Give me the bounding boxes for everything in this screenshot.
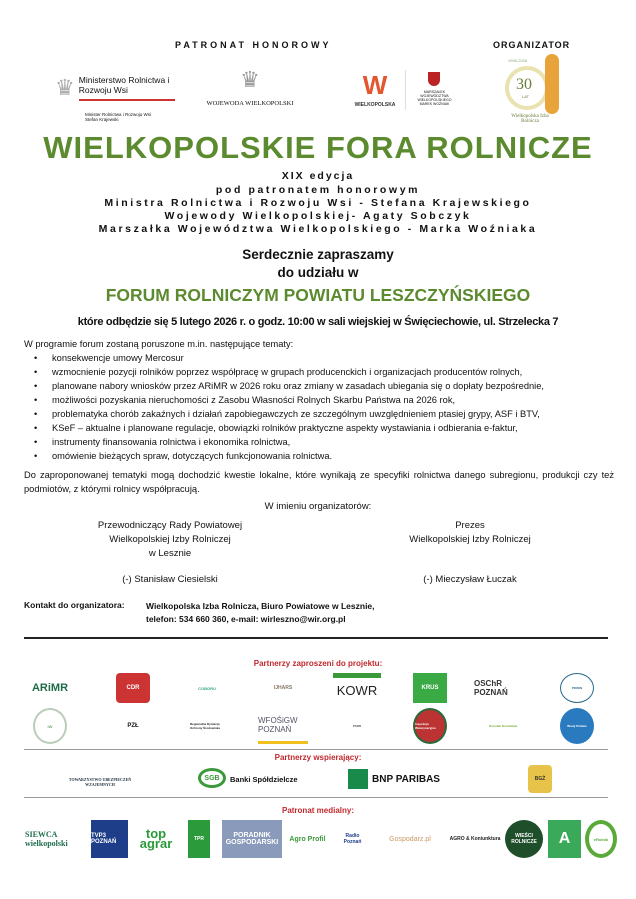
role: Wielkopolskiej Izby Rolniczej xyxy=(409,534,531,545)
signatory-name: (-) Stanisław Ciesielski xyxy=(122,574,218,585)
partner-logo: OSChR POZNAŃ xyxy=(474,679,508,697)
partner-logo: SGB xyxy=(198,768,226,788)
edition: XIX edycja xyxy=(281,170,355,182)
partner-logo: BNP PARIBAS xyxy=(372,773,440,785)
partner-logo: WIEŚCI ROLNICZE xyxy=(505,820,543,858)
wielkopolska-w-icon: W xyxy=(362,69,388,100)
subtitle-line: Ministra Rolnictwa i Rozwoju Wsi - Stefana Krajewskiego xyxy=(104,197,532,209)
media-heading: Patronat medialny: xyxy=(281,806,354,815)
role: Przewodniczący Rady Powiatowej xyxy=(97,520,243,531)
page-title: WIELKOPOLSKIE FORA ROLNICZE xyxy=(43,130,593,165)
partner-logo: Ośrodek Doradztwa xyxy=(488,724,518,728)
subtitle-line: Marszałka Województwa Wielkopolskiego - Marka Woźniaka xyxy=(98,223,538,235)
partner-logo: TPR xyxy=(188,820,210,858)
list-item: • konsekwencje umowy Mercosur xyxy=(24,351,614,365)
partner-logo: AGRO & Koniunktura xyxy=(449,836,501,842)
partner-logo: KRUS xyxy=(413,673,447,703)
voivode-logo: WOJEWODA WIELKOPOLSKI xyxy=(206,100,294,107)
bnp-icon xyxy=(348,769,368,789)
divider xyxy=(24,637,608,639)
contact-label: Kontakt do organizatora: xyxy=(24,600,125,610)
contact-info xyxy=(146,600,375,626)
partner-logo: KOWR xyxy=(333,673,381,703)
partner-logo: IW xyxy=(33,708,67,744)
list-item: • planowane nabory wniosków przez ARiMR w 2026 roku oraz zmiany w zasadach ubiegania się o dopłaty bezpośrednie, xyxy=(24,379,614,393)
partner-logo: PORADNIK GOSPODARSKI xyxy=(222,820,282,858)
role: Wielkopolskiej Izby Rolniczej xyxy=(109,534,231,545)
signatory-right xyxy=(380,519,560,587)
subtitle-line: Wojewody Wielkopolskiej- Agaty Sobczyk xyxy=(164,210,472,222)
partner-logo: Regionalna Dyrekcja Ochrony Środowiska xyxy=(190,722,221,730)
partner-logo: TVP3 POZNAŃ xyxy=(91,820,128,858)
partner-logo: PZŁ xyxy=(127,723,139,729)
divider xyxy=(24,797,608,798)
partner-logo: CDR xyxy=(116,673,150,703)
ministry-logo: ♛ Ministerstwo Rolnictwa i Rozwoju Wsi xyxy=(55,65,175,110)
topics-list xyxy=(24,351,614,463)
partner-logo: ARiMR xyxy=(31,682,69,694)
subtitle-line: pod patronatem honorowym xyxy=(215,184,421,196)
marshal-logo: MARSZAŁEK WOJEWÓDZTWA WIELKOPOLSKIEGO MAREK WOŹNIAK xyxy=(417,90,452,106)
invite-line: do udziału w xyxy=(277,265,359,280)
list-item: • wzmocnienie pozycji rolników poprzez współpracę w grupach producenckich i organizacjach producentów rolnych, xyxy=(24,365,614,379)
invite-line: Serdecznie zapraszamy xyxy=(242,247,394,262)
divider xyxy=(24,749,608,750)
partners-invited-heading: Partnerzy zaproszeni do projektu: xyxy=(253,659,383,668)
eagle-icon: ♛ xyxy=(240,67,260,92)
list-item: • problematyka chorób zakaźnych i działań zapobiegawczych ze szczególnym uwzględnieniem ptasiej grypy, ASF i BTV, xyxy=(24,407,614,421)
partner-logo: Agro Profil xyxy=(289,835,326,843)
partners-supporting-heading: Partnerzy wspierający: xyxy=(274,753,362,762)
partner-logo: PSRR xyxy=(352,724,362,728)
partner-logo: SIEWCA wielkopolski xyxy=(25,830,68,848)
partner-logo: COBORU xyxy=(198,685,216,691)
contact-email: telefon: 534 660 360, e-mail: wirleszno@wir.org.pl xyxy=(146,614,346,624)
partner-logo: IJHARS xyxy=(273,685,293,691)
wir-logo: 1996-2026 30 LAT Wielkopolska Izba Rolnicza xyxy=(500,54,570,134)
event-details: które odbędzie się 5 lutego 2026 r. o godz. 10:00 w sali wiejskiej w Święciechowie, ul. Strzelecka 7 xyxy=(77,316,559,328)
signatory-left xyxy=(80,519,260,587)
partner-logo: TOWARZYSTWO UBEZPIECZEŃ WZAJEMNYCH xyxy=(68,777,132,787)
partner-logo: Wody Polskie xyxy=(560,708,594,744)
program-intro: W programie forum zostaną poruszone m.in. następujące tematy: xyxy=(24,339,294,349)
local-note: Do zaproponowanej tematyki mogą dochodzić kwestie lokalne, które wynikają ze specyfiki rolnictwa danego subregionu, produkcji czy też podmiotów, z którymi rolnicy współpracują. xyxy=(24,470,614,494)
partner-logo: PIORiN xyxy=(560,673,594,703)
on-behalf: W imieniu organizatorów: xyxy=(264,501,372,512)
organizer-heading: ORGANIZATOR xyxy=(493,40,571,50)
eagle-icon: ♛ xyxy=(55,74,75,100)
program xyxy=(24,337,614,496)
partner-logo: BGŻ xyxy=(528,765,552,793)
contact-address: Wielkopolska Izba Rolnicza, Biuro Powiatowe w Lesznie, xyxy=(146,601,375,611)
forum-name: FORUM ROLNICZYM POWIATU LESZCZYŃSKIEGO xyxy=(105,285,531,305)
partner-logo: Gospodarz.pl xyxy=(389,835,431,843)
partner-logo: top agrar xyxy=(139,826,173,851)
partner-logo: A xyxy=(548,820,581,858)
partner-logo: Banki Spółdzielcze xyxy=(230,774,298,784)
list-item: • KSeF – aktualne i planowane regulacje, obowiązki rolników praktyczne aspekty wystawiania i odbierania e-faktur, xyxy=(24,421,614,435)
wheat-icon xyxy=(545,54,559,114)
partner-logo: Inspekcja Weterynaryjna xyxy=(413,708,447,744)
wielkopolska-logo: WIELKOPOLSKA xyxy=(354,102,396,108)
ministry-sub: Minister Rolnictwa i Rozwoju Wsi Stefan Krajewski xyxy=(85,112,152,122)
list-item: • instrumenty finansowania rolnictwa i ekonomika rolnictwa, xyxy=(24,435,614,449)
partner-logo: eRolnik xyxy=(585,820,617,858)
signatory-name: (-) Mieczysław Łuczak xyxy=(423,574,517,585)
list-item: • omówienie bieżących spraw, dotyczących funkcjonowania rolnictwa. xyxy=(24,449,614,463)
role: w Lesznie xyxy=(148,548,192,559)
partner-logo: WFOŚiGW POZNAŃ xyxy=(258,708,308,744)
divider xyxy=(405,70,406,110)
partner-logo: Radio Poznań xyxy=(343,833,362,845)
coat-of-arms-icon xyxy=(428,72,440,86)
list-item: • możliwości pozyskania nieruchomości z Zasobu Własności Rolnych Skarbu Państwa na 2026 rok, xyxy=(24,393,614,407)
role: Prezes xyxy=(455,520,485,531)
patronage-heading: PATRONAT HONOROWY xyxy=(175,40,332,50)
